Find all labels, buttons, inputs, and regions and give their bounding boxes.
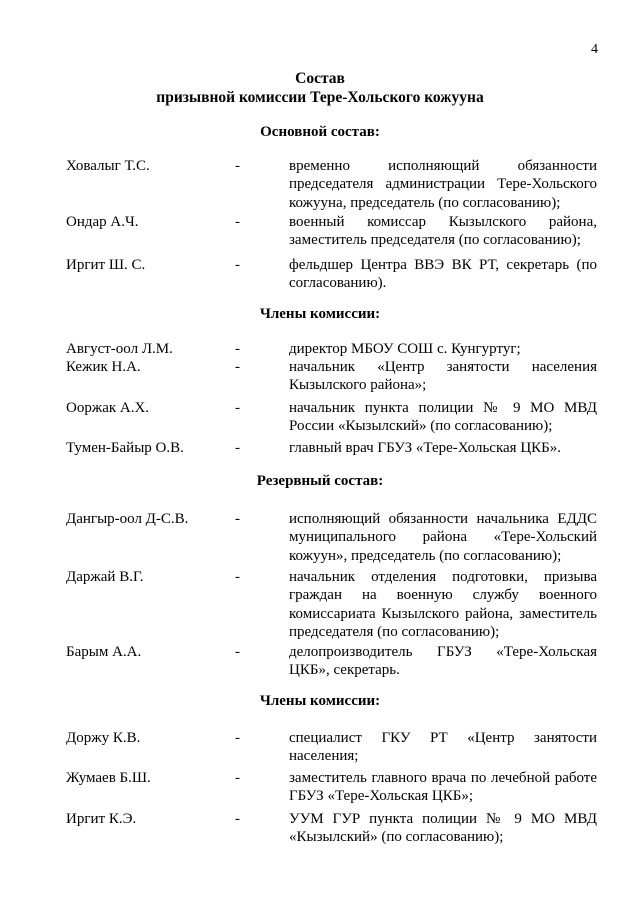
member-role: директор МБОУ СОШ с. Кунгуртуг;: [289, 341, 521, 357]
member-role: военный комиссар Кызылского района, заместитель председателя (по согласованию);: [289, 214, 597, 249]
member-name: Барым А.А.: [66, 644, 142, 660]
member-name: Жумаев Б.Ш.: [66, 770, 151, 786]
section-heading-reserve-members: Члены комиссии:: [259, 693, 381, 709]
member-role: начальник «Центр занятости населения Кызылского района»;: [289, 359, 597, 394]
member-dash: -: [235, 770, 240, 786]
page-number: 4: [591, 42, 598, 57]
section-heading-reserve: Резервный состав:: [256, 473, 384, 489]
member-name: Ооржак А.Х.: [66, 400, 150, 416]
member-role: фельдшер Центра ВВЭ ВК РТ, секретарь (по согласованию).: [289, 257, 597, 292]
member-name: Иргит Ш. С.: [66, 257, 146, 273]
member-role: специалист ГКУ РТ «Центр занятости населения;: [289, 730, 597, 765]
section-heading-main: Основной состав:: [260, 124, 380, 140]
member-role: делопроизводитель ГБУЗ «Тере-Хольская ЦКБ», секретарь.: [289, 644, 597, 679]
member-name: Ховалыг Т.С.: [66, 158, 150, 174]
member-role: УУМ ГУР пункта полиции № 9 МО МВД «Кызылский» (по согласованию);: [289, 811, 597, 846]
member-dash: -: [235, 341, 240, 357]
member-role: исполняющий обязанности начальника ЕДДС муниципального района «Тере-Хольский кожуун», председатель (по согласованию);: [289, 511, 597, 564]
member-dash: -: [235, 569, 240, 585]
member-name: Даржай В.Г.: [66, 569, 144, 585]
section-heading-members: Члены комиссии:: [259, 306, 381, 322]
member-name: Август-оол Л.М.: [66, 341, 173, 357]
member-name: Иргит К.Э.: [66, 811, 137, 827]
title-line-1: Состав: [295, 70, 345, 87]
member-role: временно исполняющий обязанности председателя администрации Тере-Хольского кожууна, председатель (по согласованию);: [289, 158, 597, 211]
member-role: главный врач ГБУЗ «Тере-Хольская ЦКБ».: [289, 440, 562, 456]
member-name: Ондар А.Ч.: [66, 214, 139, 230]
member-dash: -: [235, 158, 240, 174]
title-line-2: призывной комиссии Тере-Хольского кожууна: [156, 89, 484, 106]
member-dash: -: [235, 730, 240, 746]
member-name: Доржу К.В.: [66, 730, 141, 746]
member-dash: -: [235, 644, 240, 660]
member-dash: -: [235, 440, 240, 456]
member-dash: -: [235, 811, 240, 827]
member-dash: -: [235, 214, 240, 230]
member-dash: -: [235, 257, 240, 273]
member-role: начальник пункта полиции № 9 МО МВД России «Кызылский» (по согласованию);: [289, 400, 597, 435]
member-dash: -: [235, 400, 240, 416]
member-dash: -: [235, 359, 240, 375]
member-name: Кежик Н.А.: [66, 359, 141, 375]
member-name: Тумен-Байыр О.В.: [66, 440, 184, 456]
member-role: начальник отделения подготовки, призыва граждан на военную службу военного комиссариата Кызылского района, заместитель председателя (по согласованию);: [289, 569, 597, 640]
member-name: Дангыр-оол Д-С.В.: [66, 511, 189, 527]
member-dash: -: [235, 511, 240, 527]
member-role: заместитель главного врача по лечебной работе ГБУЗ «Тере-Хольская ЦКБ»;: [289, 770, 597, 805]
